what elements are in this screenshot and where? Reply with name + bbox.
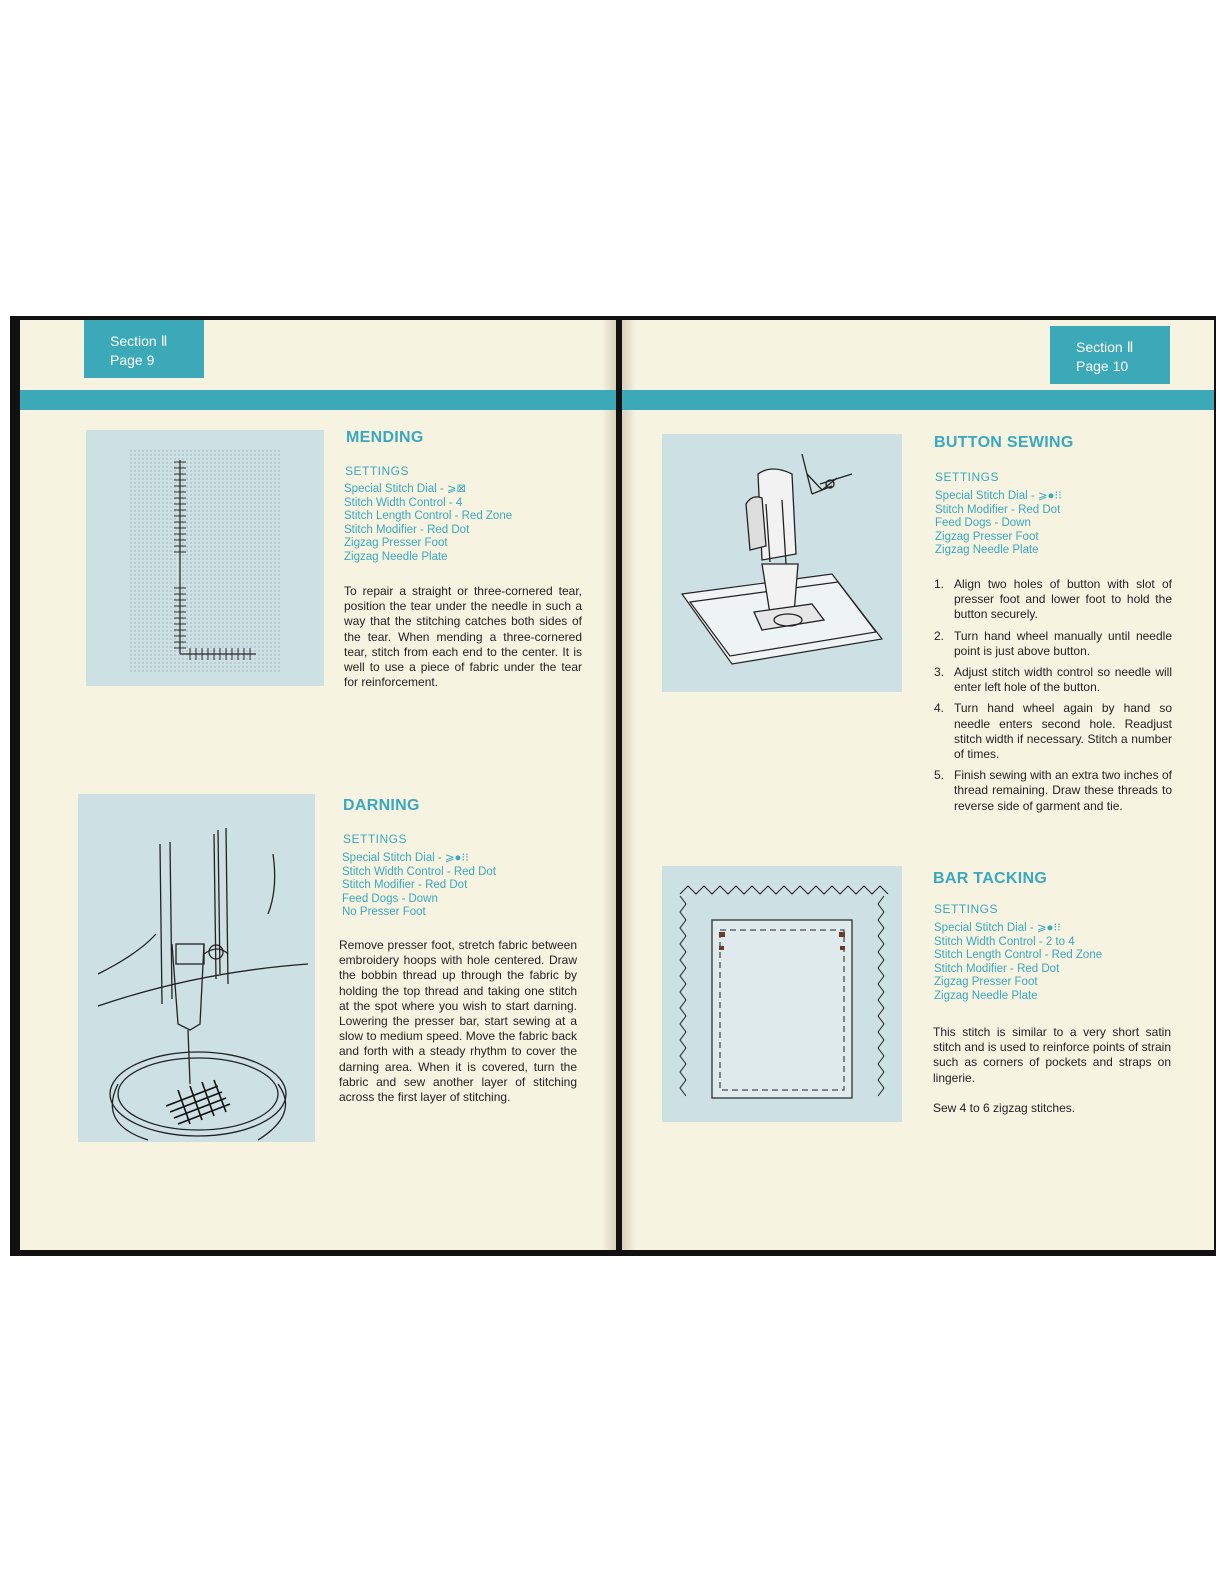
- left-page: [20, 320, 616, 1250]
- pocket-bar-tack-icon: [662, 866, 902, 1122]
- setting-item: Zigzag Needle Plate: [344, 550, 448, 563]
- setting-item: Zigzag Presser Foot: [935, 530, 1039, 543]
- setting-item: Stitch Modifier - Red Dot: [934, 962, 1060, 975]
- setting-item: Feed Dogs - Down: [342, 892, 438, 905]
- step-text: Turn hand wheel manually until needle point is just above button.: [954, 628, 1172, 658]
- button-sewing-steps: [934, 577, 1172, 820]
- button-sewing-illustration: [662, 434, 902, 692]
- step-text: Adjust stitch width control so needle will enter left hole of the button.: [954, 665, 1172, 695]
- setting-item: Stitch Length Control - Red Zone: [934, 949, 1103, 962]
- setting-item: No Presser Foot: [342, 906, 426, 919]
- step-number: 4.: [934, 701, 945, 716]
- step-text: Turn hand wheel again by hand so needle enters second hole. Readjust stitch width if necessary. Stitch a number of times.: [954, 701, 1172, 762]
- presser-foot-button-icon: [662, 434, 902, 692]
- setting-item: Stitch Width Control - 4: [344, 496, 463, 509]
- setting-item: Stitch Modifier - Red Dot: [344, 523, 470, 536]
- step-item: [934, 577, 1172, 623]
- step-item: [934, 629, 1172, 659]
- open-manual-spread: [10, 316, 1216, 1256]
- darning-illustration: [78, 794, 315, 1142]
- section-label: Section Ⅱ: [110, 333, 168, 349]
- setting-item: Stitch Width Control - 2 to 4: [934, 935, 1075, 948]
- step-text: Align two holes of button with slot of presser foot and lower foot to hold the button securely.: [954, 577, 1172, 622]
- header-band: [622, 390, 1214, 410]
- darning-instructions: Remove presser foot, stretch fabric between embroidery hoops with hole centered. Draw the bobbin thread up through the fabric by holding the top thread and taking one stitch at the spot where you wish to start darning. Lowering the presser bar, start sewing at a slow to medium speed. Move the fabric back and forth with a steady rhythm to cover the darning area. When it is covered, turn the fabric and sew another layer of stitching across the first layer of stitching.: [339, 938, 577, 1105]
- bar-tacking-settings-label: SETTINGS: [934, 902, 999, 916]
- bar-tacking-settings-list: [934, 922, 1174, 1004]
- setting-item: Feed Dogs - Down: [935, 517, 1031, 530]
- darning-hoop-icon: [78, 794, 315, 1142]
- darning-settings-label: SETTINGS: [343, 832, 408, 846]
- setting-item: Zigzag Presser Foot: [344, 537, 448, 550]
- right-page: [622, 320, 1214, 1250]
- section-label: Section Ⅱ: [1076, 339, 1134, 355]
- mended-tear-icon: [86, 430, 324, 686]
- setting-item: Zigzag Needle Plate: [934, 989, 1038, 1002]
- step-item: [934, 665, 1172, 695]
- step-text: Finish sewing with an extra two inches of thread remaining. Draw these threads to reverse side of garment and tie.: [954, 768, 1172, 813]
- section-tab: [84, 320, 204, 378]
- darning-title: DARNING: [343, 797, 420, 814]
- setting-item: Special Stitch Dial - ⩾●⁝⁝: [934, 922, 1061, 934]
- header-band: [20, 390, 616, 410]
- bar-tacking-title: BAR TACKING: [933, 870, 1048, 887]
- setting-item: Zigzag Presser Foot: [934, 976, 1038, 989]
- bar-tacking-note: Sew 4 to 6 zigzag stitches.: [933, 1101, 1076, 1115]
- bar-tacking-description: This stitch is similar to a very short satin stitch and is used to reinforce points of strain such as corners of pockets and straps on lingerie.: [933, 1025, 1171, 1085]
- setting-item: Stitch Length Control - Red Zone: [344, 510, 513, 523]
- button-sewing-title: BUTTON SEWING: [934, 434, 1074, 451]
- step-number: 5.: [934, 768, 945, 783]
- spine-shadow: [622, 320, 636, 1250]
- setting-item: Stitch Modifier - Red Dot: [342, 879, 468, 892]
- mending-title: MENDING: [346, 429, 424, 446]
- page-number: Page 9: [110, 352, 155, 368]
- step-number: 1.: [934, 577, 945, 591]
- button-sewing-settings-label: SETTINGS: [935, 470, 1000, 484]
- mending-instructions: To repair a straight or three-cornered tear, position the tear under the needle in such a way that the stitching catches both sides of the tear. When mending a three-cornered tear, stitch from each end to the center. It is well to use a piece of fabric under the tear for reinforcement.: [344, 584, 582, 690]
- mending-settings-label: SETTINGS: [345, 464, 410, 478]
- setting-item: Stitch Modifier - Red Dot: [935, 503, 1061, 516]
- setting-item: Special Stitch Dial - ⩾⊠: [344, 483, 467, 495]
- bar-tacking-illustration: [662, 866, 902, 1122]
- section-tab: [1050, 326, 1170, 384]
- setting-item: Stitch Width Control - Red Dot: [342, 865, 497, 878]
- step-item: [934, 701, 1172, 762]
- setting-item: Zigzag Needle Plate: [935, 544, 1039, 557]
- setting-item: Special Stitch Dial - ⩾●⁝⁝: [935, 490, 1062, 502]
- mending-illustration: [86, 430, 324, 686]
- setting-item: Special Stitch Dial - ⩾●⁝⁝: [342, 852, 469, 864]
- step-number: 2.: [934, 628, 945, 643]
- step-number: 3.: [934, 665, 945, 680]
- darning-settings-list: [342, 852, 582, 920]
- spine-shadow: [602, 320, 616, 1250]
- page-number: Page 10: [1076, 358, 1129, 374]
- button-sewing-settings-list: [935, 490, 1175, 558]
- step-item: [934, 768, 1172, 814]
- mending-settings-list: [344, 483, 584, 565]
